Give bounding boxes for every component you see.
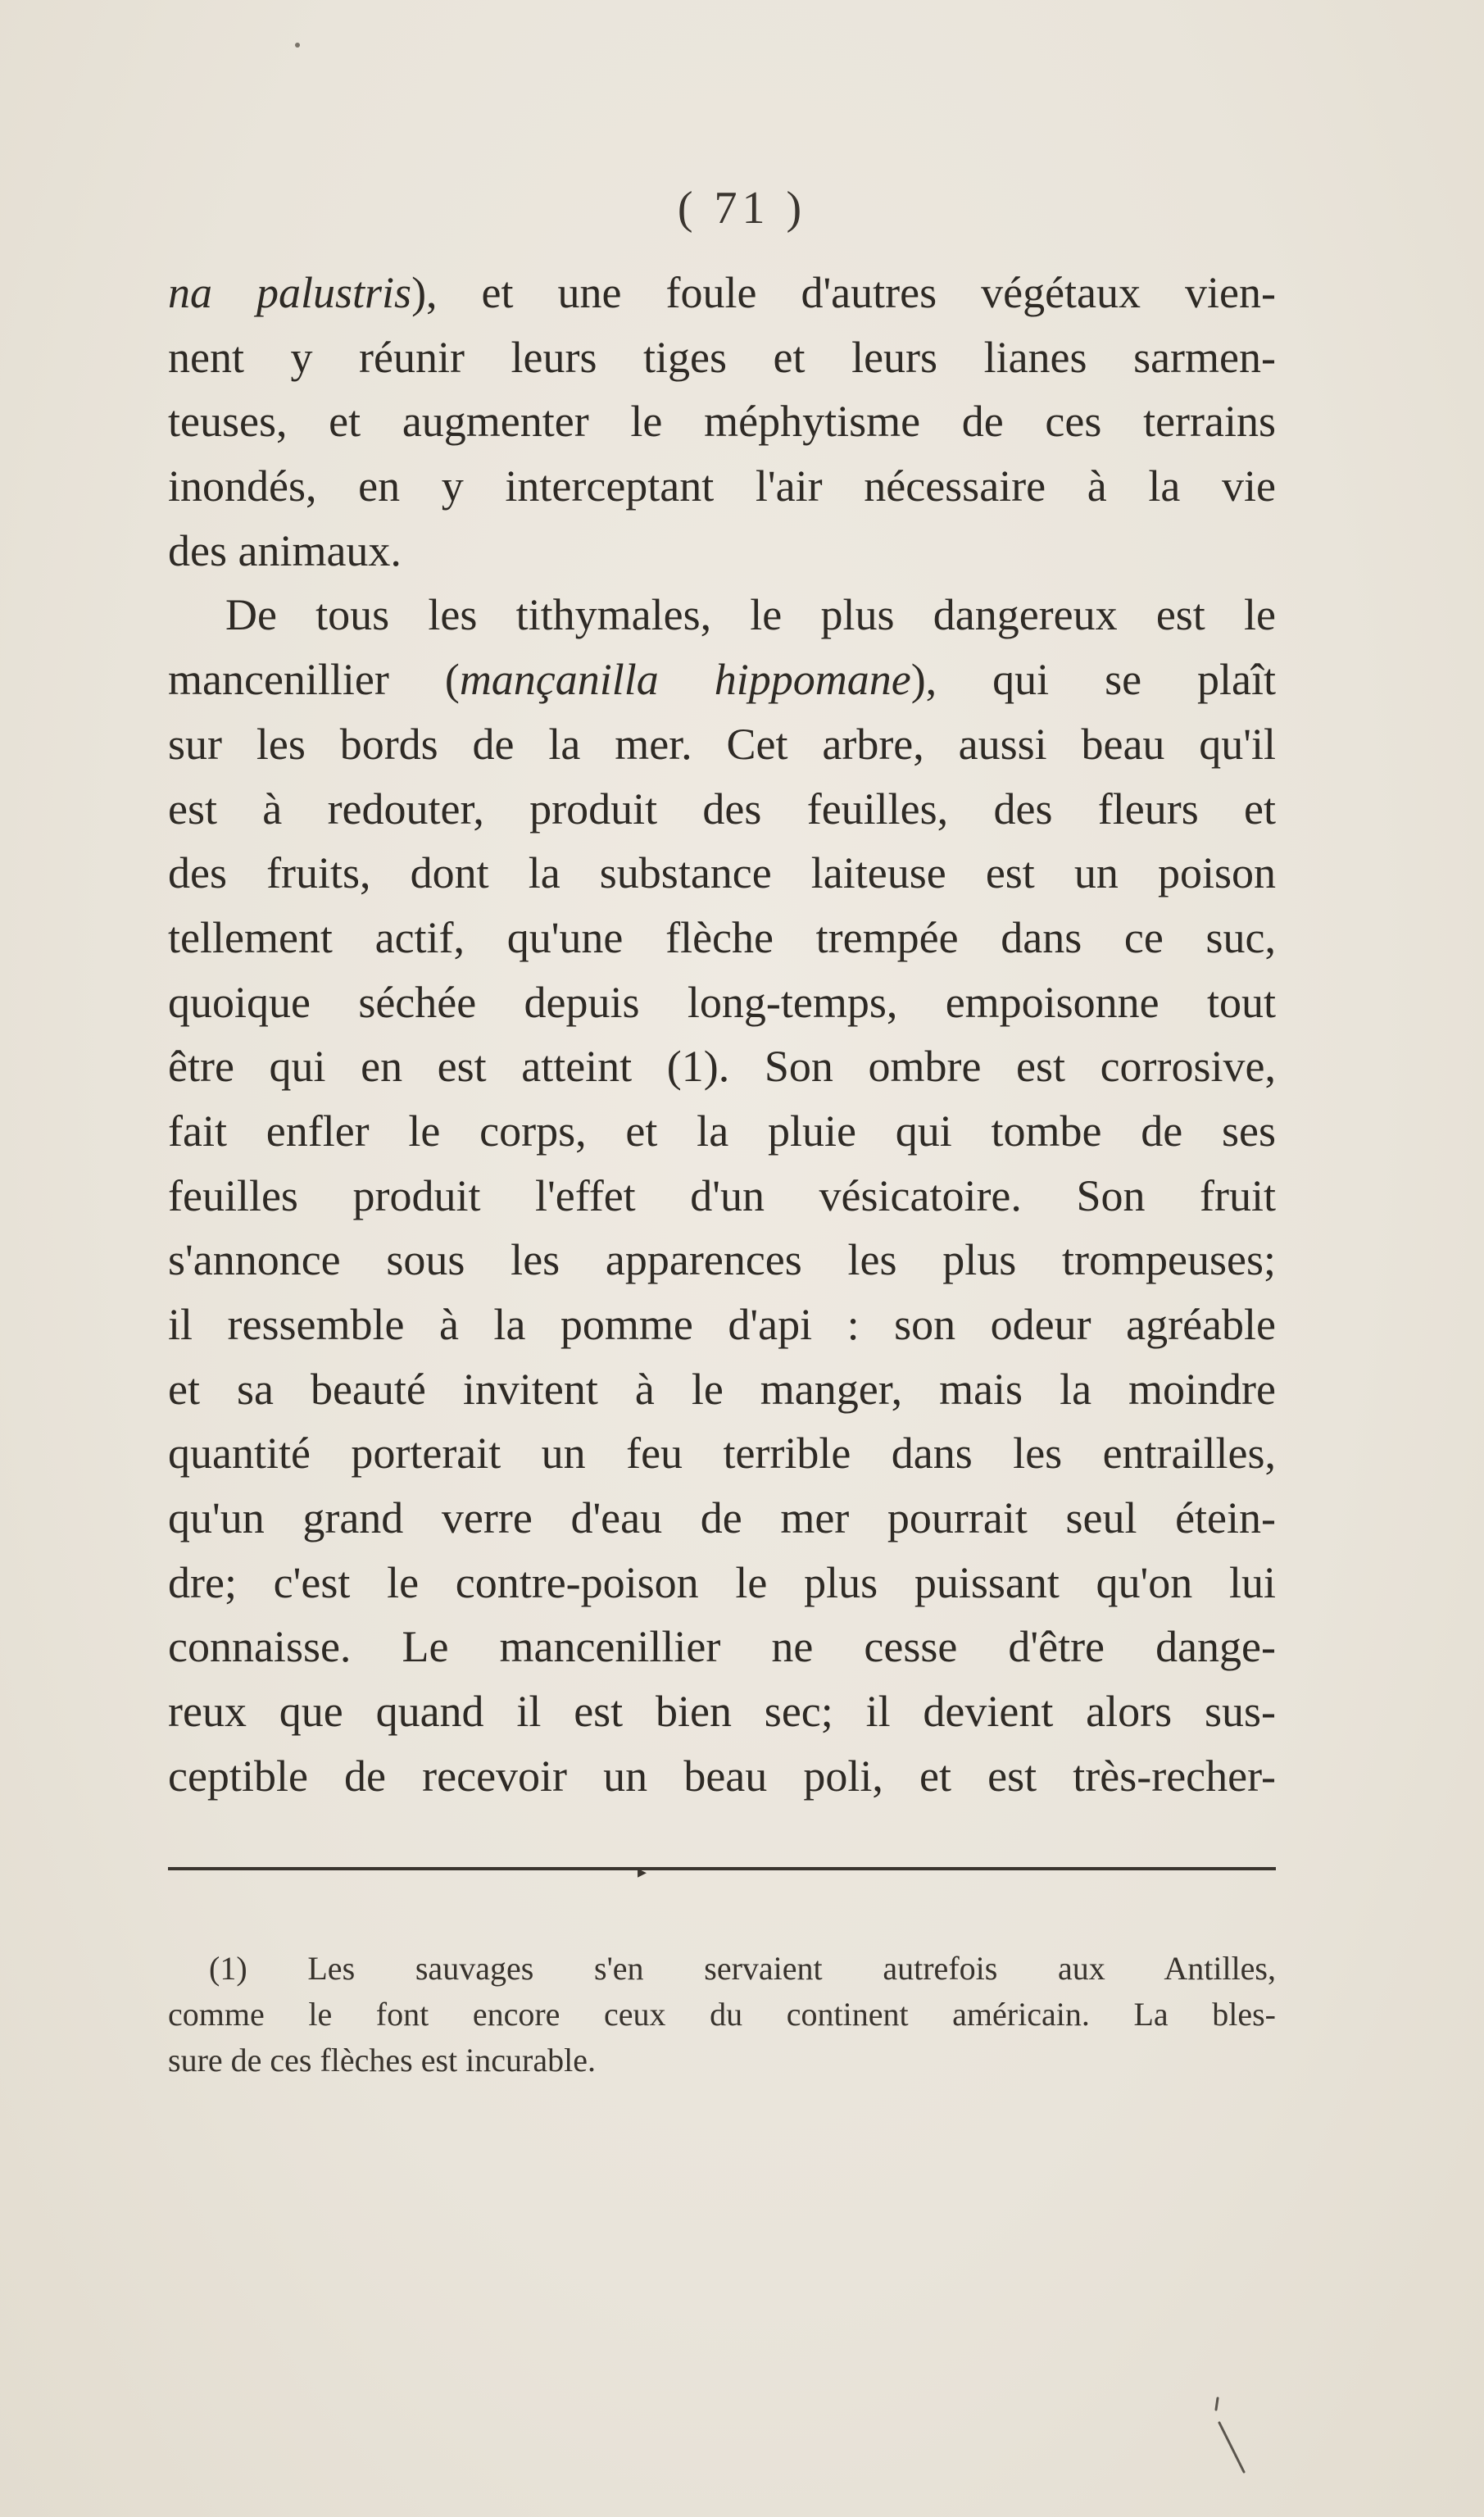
text-line: et sa beauté invitent à le manger, mais la moindre xyxy=(168,1364,1276,1414)
text-line: des fruits, dont la substance laiteuse est un poison xyxy=(168,848,1276,898)
italic-term: mançanilla hippomane xyxy=(459,655,911,705)
text-line: connaisse. Le mancenillier ne cesse d'être dange- xyxy=(168,1622,1276,1672)
text-line: teuses, et augmenter le méphytisme de ces terrains xyxy=(168,397,1276,447)
text-line: s'annonce sous les apparences les plus trompeuses; xyxy=(168,1235,1276,1285)
text-line: ceptible de recevoir un beau poli, et est très-recher- xyxy=(168,1751,1276,1801)
text-line: nent y réunir leurs tiges et leurs lianes sarmen- xyxy=(168,332,1276,382)
text-line xyxy=(168,647,1276,712)
text-line: reux que quand il est bien sec; il devient alors sus- xyxy=(168,1687,1276,1737)
text-line: quoique séchée depuis long-temps, empoisonne tout xyxy=(168,977,1276,1027)
footnote xyxy=(168,1946,1276,2083)
footnote-line: sure de ces flèches est incurable. xyxy=(168,2042,596,2079)
paper-speck xyxy=(295,43,300,48)
text-line: des animaux. xyxy=(168,525,402,575)
main-text xyxy=(168,261,1276,1809)
text-line: quantité porterait un feu terrible dans les entrailles, xyxy=(168,1429,1276,1479)
divider-ornament-icon: ▸ xyxy=(638,1862,647,1883)
text-span: ), et une foule d'autres végétaux vien- xyxy=(411,268,1276,317)
text-line: tellement actif, qu'une flèche trempée dans ce suc, xyxy=(168,912,1276,962)
text-line: feuilles produit l'effet d'un vésicatoire. Son fruit xyxy=(168,1170,1276,1220)
text-line: sur les bords de la mer. Cet arbre, aussi beau qu'il xyxy=(168,719,1276,769)
text-line: dre; c'est le contre-poison le plus puissant qu'on lui xyxy=(168,1557,1276,1607)
text-span: mancenillier ( xyxy=(168,655,460,705)
footnote-line: (1) Les sauvages s'en servaient autrefois aux Antilles, xyxy=(209,1950,1276,1987)
text-line: est à redouter, produit des feuilles, des fleurs et xyxy=(168,784,1276,834)
text-line: être qui en est atteint (1). Son ombre est corrosive, xyxy=(168,1042,1276,1092)
paragraph-start-line: De tous les tithymales, le plus dangereux est le xyxy=(225,590,1276,640)
page-number: ( 71 ) xyxy=(677,183,807,234)
text-line: qu'un grand verre d'eau de mer pourrait seul étein- xyxy=(168,1493,1276,1543)
text-line: inondés, en y interceptant l'air nécessaire à la vie xyxy=(168,461,1276,511)
text-line: fait enfler le corps, et la pluie qui tombe de ses xyxy=(168,1106,1276,1156)
text-line: il ressemble à la pomme d'api : son odeur agréable xyxy=(168,1300,1276,1349)
italic-term: na palustris xyxy=(168,268,412,317)
text-span: ), qui se plaît xyxy=(910,655,1276,705)
footnote-divider xyxy=(168,1867,1276,1870)
footnote-line: comme le font encore ceux du continent américain. La bles- xyxy=(168,1996,1276,2033)
text-line xyxy=(168,261,1276,325)
pencil-mark-icon xyxy=(1211,2393,1268,2483)
